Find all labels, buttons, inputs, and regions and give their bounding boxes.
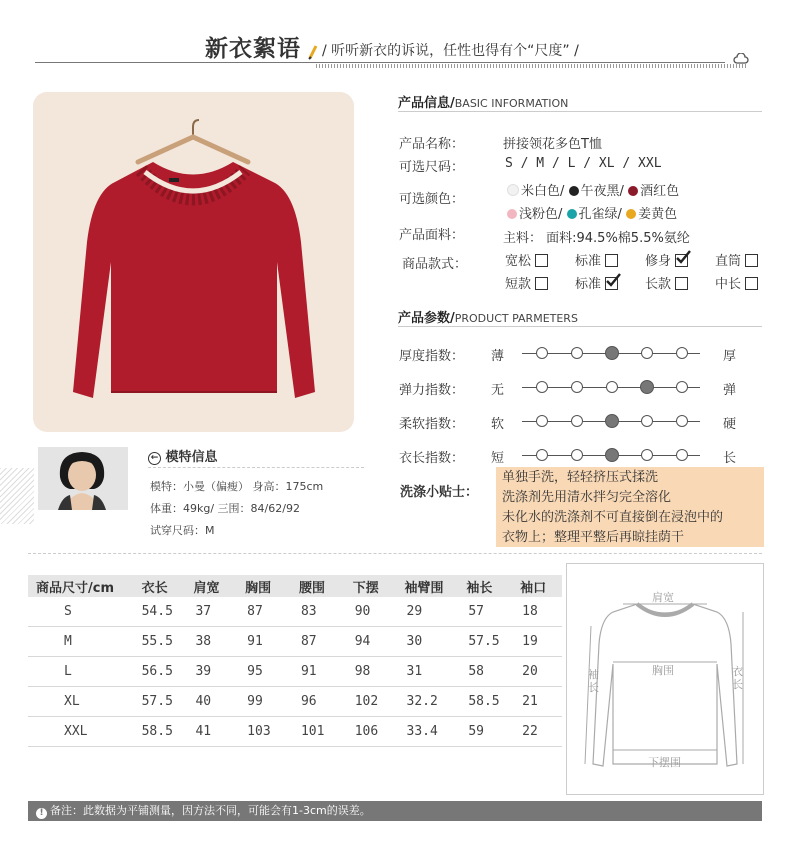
basic-info-heading: 产品信息/BASIC INFORMATION bbox=[398, 96, 569, 111]
model-heading: ← 模特信息 bbox=[148, 446, 218, 465]
page-subtitle: / 听听新衣的诉说，任性也得有个“尺度” / bbox=[322, 43, 579, 59]
size-value-cell: 41 bbox=[193, 717, 245, 747]
size-value-cell: 59 bbox=[466, 717, 520, 747]
wash-line: 单独手洗，轻轻挤压式揉洗 bbox=[502, 470, 659, 485]
color-swatch[interactable] bbox=[507, 184, 519, 196]
param-slider-knob bbox=[536, 415, 548, 427]
color-row-2 bbox=[507, 203, 767, 226]
param-slider-knob bbox=[571, 381, 583, 393]
model-line-2: 体重：49kg/ 三围：84/62/92 bbox=[150, 502, 300, 515]
model-divider bbox=[148, 467, 364, 468]
param-slider-knob bbox=[571, 347, 583, 359]
size-label-cell: S bbox=[28, 597, 140, 627]
param-slider-knob bbox=[641, 449, 653, 461]
size-table-header-cell: 肩宽 bbox=[193, 575, 245, 597]
param-slider-knob bbox=[536, 449, 548, 461]
size-value-cell: 56.5 bbox=[140, 657, 194, 687]
param-slider-knob bbox=[536, 347, 548, 359]
name-value: 拼接领花多色T恤 bbox=[503, 137, 602, 152]
fabric-label: 产品面料： bbox=[399, 228, 465, 243]
size-label: 可选尺码： bbox=[399, 160, 465, 175]
table-row bbox=[28, 597, 562, 627]
size-label-cell: L bbox=[28, 657, 140, 687]
size-value-cell: 31 bbox=[405, 657, 467, 687]
check-icon bbox=[675, 250, 691, 264]
model-photo bbox=[38, 447, 128, 510]
size-table-header-cell: 袖臂围 bbox=[405, 575, 467, 597]
param-slider-knob bbox=[641, 415, 653, 427]
size-value-cell: 38 bbox=[193, 627, 245, 657]
style-option bbox=[505, 273, 575, 296]
size-table-header-cell: 胸围 bbox=[245, 575, 299, 597]
color-label: 可选颜色： bbox=[399, 192, 465, 207]
param-slider-knob bbox=[676, 449, 688, 461]
param-slider-knob bbox=[606, 381, 618, 393]
size-value-cell: 94 bbox=[353, 627, 405, 657]
check-icon bbox=[605, 273, 621, 287]
size-value-cell: 87 bbox=[245, 597, 299, 627]
color-name: 酒红色 bbox=[640, 184, 680, 199]
size-value-cell: 19 bbox=[520, 627, 562, 657]
style-row-2 bbox=[505, 273, 775, 296]
param-max-label: 厚 bbox=[723, 349, 737, 364]
param-label: 衣长指数： bbox=[399, 451, 465, 466]
size-value-cell: 96 bbox=[299, 687, 353, 717]
size-value-cell: 33.4 bbox=[405, 717, 467, 747]
color-swatch[interactable] bbox=[507, 209, 517, 219]
size-value-cell: 58.5 bbox=[466, 687, 520, 717]
style-option-label: 短款 bbox=[505, 277, 532, 292]
param-slider-knob-selected bbox=[640, 380, 654, 394]
chest-label: 胸围 bbox=[652, 664, 674, 677]
footer-note-bar bbox=[28, 801, 762, 821]
size-value-cell: 57 bbox=[466, 597, 520, 627]
wash-line: 衣物上；整理平整后再晾挂荫干 bbox=[502, 530, 685, 545]
size-value-cell: 90 bbox=[353, 597, 405, 627]
style-options bbox=[505, 250, 775, 296]
style-option bbox=[575, 250, 645, 273]
info-icon: ! bbox=[36, 808, 47, 819]
model-deco-hatch bbox=[0, 468, 34, 524]
color-name: 午夜黑/ bbox=[580, 184, 624, 199]
size-table-header-cell: 衣长 bbox=[140, 575, 194, 597]
checkbox-checked[interactable] bbox=[605, 277, 618, 290]
page-title: 新衣絮语 bbox=[205, 35, 301, 62]
param-slider-knob-selected bbox=[605, 346, 619, 360]
param-slider-knob bbox=[536, 381, 548, 393]
header-divider bbox=[35, 62, 725, 63]
size-value-cell: 91 bbox=[245, 627, 299, 657]
param-slider-knob bbox=[571, 449, 583, 461]
style-option bbox=[715, 273, 775, 296]
fabric-value: 主料： 面料:94.5%棉5.5%氨纶 bbox=[503, 231, 690, 246]
style-option-label: 长款 bbox=[645, 277, 672, 292]
size-value-cell: 57.5 bbox=[140, 687, 194, 717]
color-swatch[interactable] bbox=[628, 186, 638, 196]
param-label: 弹力指数： bbox=[399, 383, 465, 398]
param-max-label: 长 bbox=[723, 451, 737, 466]
param-label: 柔软指数： bbox=[399, 417, 465, 432]
size-value-cell: 40 bbox=[193, 687, 245, 717]
back-circle-icon: ← bbox=[148, 452, 161, 465]
size-value-cell: 87 bbox=[299, 627, 353, 657]
product-photo bbox=[33, 92, 354, 432]
param-min-label: 软 bbox=[491, 417, 505, 432]
model-line-1: 模特：小曼（偏瘦） 身高：175cm bbox=[150, 480, 324, 493]
size-value-cell: 101 bbox=[299, 717, 353, 747]
size-value: S / M / L / XL / XXL bbox=[505, 156, 662, 171]
checkbox[interactable] bbox=[745, 277, 758, 290]
size-value-cell: 18 bbox=[520, 597, 562, 627]
params-divider bbox=[398, 326, 762, 327]
param-slider-knob bbox=[641, 347, 653, 359]
wash-line: 洗涤剂先用清水拌匀完全溶化 bbox=[502, 490, 672, 505]
color-name: 米白色/ bbox=[521, 184, 565, 199]
size-table-header-cell: 腰围 bbox=[299, 575, 353, 597]
size-value-cell: 39 bbox=[193, 657, 245, 687]
color-row-1 bbox=[507, 180, 767, 203]
size-table-header-cell: 商品尺寸/cm bbox=[28, 575, 140, 597]
size-label-cell: XXL bbox=[28, 717, 140, 747]
color-swatch[interactable] bbox=[567, 209, 577, 219]
style-option bbox=[575, 273, 645, 296]
header-hatch bbox=[316, 64, 746, 68]
checkbox-checked[interactable] bbox=[675, 254, 688, 267]
sleeve-label: 袖长 bbox=[588, 668, 599, 694]
wash-tips-box bbox=[496, 467, 764, 547]
param-max-label: 硬 bbox=[723, 417, 737, 432]
size-value-cell: 20 bbox=[520, 657, 562, 687]
size-value-cell: 106 bbox=[353, 717, 405, 747]
checkbox[interactable] bbox=[745, 254, 758, 267]
size-value-cell: 30 bbox=[405, 627, 467, 657]
size-value-cell: 58 bbox=[466, 657, 520, 687]
params-heading: 产品参数/PRODUCT PARMETERS bbox=[398, 311, 578, 326]
size-value-cell: 103 bbox=[245, 717, 299, 747]
size-table bbox=[28, 575, 562, 747]
size-label-cell: XL bbox=[28, 687, 140, 717]
hem-label: 下摆围 bbox=[648, 756, 681, 769]
style-row-1 bbox=[505, 250, 775, 273]
section-divider bbox=[28, 553, 762, 554]
size-value-cell: 91 bbox=[299, 657, 353, 687]
wash-label: 洗涤小贴士： bbox=[400, 485, 479, 500]
param-slider-knob-selected bbox=[605, 414, 619, 428]
param-slider-knob bbox=[676, 415, 688, 427]
table-row bbox=[28, 687, 562, 717]
checkbox[interactable] bbox=[675, 277, 688, 290]
shoulder-label: 肩宽 bbox=[652, 591, 674, 604]
size-value-cell: 58.5 bbox=[140, 717, 194, 747]
basic-info-divider bbox=[398, 111, 762, 112]
size-value-cell: 95 bbox=[245, 657, 299, 687]
param-slider-knob bbox=[676, 381, 688, 393]
size-value-cell: 98 bbox=[353, 657, 405, 687]
size-value-cell: 83 bbox=[299, 597, 353, 627]
param-slider-knob-selected bbox=[605, 448, 619, 462]
color-name: 姜黄色 bbox=[638, 207, 678, 222]
pencil-icon bbox=[308, 44, 316, 58]
color-swatch[interactable] bbox=[626, 209, 636, 219]
size-value-cell: 102 bbox=[353, 687, 405, 717]
size-value-cell: 55.5 bbox=[140, 627, 194, 657]
color-swatch[interactable] bbox=[569, 186, 579, 196]
param-slider-knob bbox=[571, 415, 583, 427]
style-option bbox=[505, 250, 575, 273]
wash-line: 未化水的洗涤剂不可直接倒在浸泡中的 bbox=[502, 510, 724, 525]
param-min-label: 短 bbox=[491, 451, 505, 466]
style-label: 商品款式： bbox=[402, 257, 468, 272]
size-table-header-cell: 袖口 bbox=[520, 575, 562, 597]
checkbox[interactable] bbox=[535, 277, 548, 290]
length-label: 衣长 bbox=[732, 665, 743, 691]
footer-note: 备注：此数据为平铺测量，因方法不同，可能会有1-3cm的误差。 bbox=[50, 804, 371, 817]
checkbox[interactable] bbox=[535, 254, 548, 267]
style-option-label: 修身 bbox=[645, 254, 672, 269]
cloud-icon bbox=[733, 50, 749, 69]
param-label: 厚度指数： bbox=[399, 349, 465, 364]
color-name: 浅粉色/ bbox=[519, 207, 563, 222]
style-option-label: 标准 bbox=[575, 277, 602, 292]
size-value-cell: 99 bbox=[245, 687, 299, 717]
style-option-label: 标准 bbox=[575, 254, 602, 269]
checkbox[interactable] bbox=[605, 254, 618, 267]
name-label: 产品名称： bbox=[399, 137, 465, 152]
style-option bbox=[645, 273, 715, 296]
style-option-label: 直筒 bbox=[715, 254, 742, 269]
param-min-label: 无 bbox=[491, 383, 505, 398]
style-option-label: 中长 bbox=[715, 277, 742, 292]
color-name: 孔雀绿/ bbox=[578, 207, 622, 222]
size-value-cell: 22 bbox=[520, 717, 562, 747]
style-option-label: 宽松 bbox=[505, 254, 532, 269]
model-line-3: 试穿尺码：M bbox=[150, 524, 215, 537]
param-slider-knob bbox=[676, 347, 688, 359]
style-option bbox=[645, 250, 715, 273]
table-row bbox=[28, 627, 562, 657]
table-row bbox=[28, 657, 562, 687]
size-value-cell: 57.5 bbox=[466, 627, 520, 657]
size-value-cell: 37 bbox=[193, 597, 245, 627]
size-value-cell: 32.2 bbox=[405, 687, 467, 717]
size-value-cell: 29 bbox=[405, 597, 467, 627]
size-table-header-cell: 下摆 bbox=[353, 575, 405, 597]
size-value-cell: 54.5 bbox=[140, 597, 194, 627]
style-option bbox=[715, 250, 775, 273]
size-label-cell: M bbox=[28, 627, 140, 657]
param-min-label: 薄 bbox=[491, 349, 505, 364]
param-max-label: 弹 bbox=[723, 383, 737, 398]
color-options bbox=[507, 180, 767, 226]
size-table-header-cell: 袖长 bbox=[466, 575, 520, 597]
size-table-header bbox=[28, 575, 562, 597]
size-value-cell: 21 bbox=[520, 687, 562, 717]
table-row bbox=[28, 717, 562, 747]
